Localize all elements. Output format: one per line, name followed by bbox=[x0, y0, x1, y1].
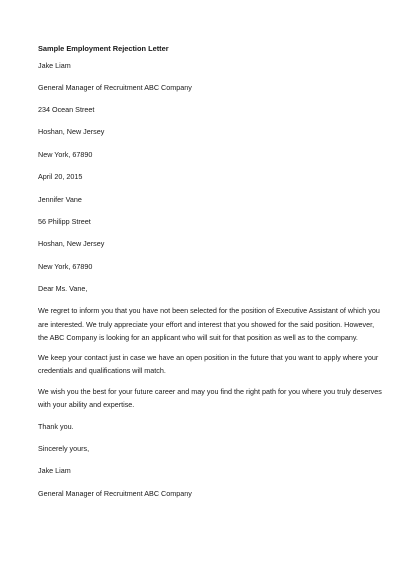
recipient-city-zip: New York, 67890 bbox=[38, 262, 93, 271]
signature-name: Jake Liam bbox=[38, 466, 71, 475]
signature-title: General Manager of Recruitment ABC Company bbox=[38, 489, 192, 498]
sender-street: 234 Ocean Street bbox=[38, 105, 95, 114]
sender-city-state: Hoshan, New Jersey bbox=[38, 127, 105, 136]
recipient-city-state: Hoshan, New Jersey bbox=[38, 239, 105, 248]
thanks-line: Thank you. bbox=[38, 422, 74, 431]
paragraph2-line1: We keep your contact just in case we have an open position in the future that you want to apply where your bbox=[38, 353, 379, 362]
recipient-street: 56 Philipp Street bbox=[38, 217, 91, 226]
closing-line: Sincerely yours, bbox=[38, 444, 90, 453]
sender-name: Jake Liam bbox=[38, 61, 71, 70]
paragraph3-line2: with your ability and expertise. bbox=[38, 400, 135, 409]
sender-city-zip: New York, 67890 bbox=[38, 150, 93, 159]
paragraph2-line2: credentials and qualifications will match. bbox=[38, 366, 166, 375]
sender-title: General Manager of Recruitment ABC Company bbox=[38, 83, 192, 92]
paragraph1-line1: We regret to inform you that you have not been selected for the position of Executive Assistant of which you bbox=[38, 306, 380, 315]
letter-title: Sample Employment Rejection Letter bbox=[38, 44, 169, 53]
letter-date: April 20, 2015 bbox=[38, 172, 83, 181]
salutation: Dear Ms. Vane, bbox=[38, 284, 88, 293]
recipient-name: Jennifer Vane bbox=[38, 195, 82, 204]
paragraph1-line2: are interested. We truly appreciate your effort and interest that you showed for the said position. However, bbox=[38, 320, 375, 329]
paragraph1-line3: the ABC Company is looking for an applicant who will suit for that position as well as to the company. bbox=[38, 333, 358, 342]
paragraph3-line1: We wish you the best for your future career and may you find the right path for you where you truly deserves bbox=[38, 387, 382, 396]
